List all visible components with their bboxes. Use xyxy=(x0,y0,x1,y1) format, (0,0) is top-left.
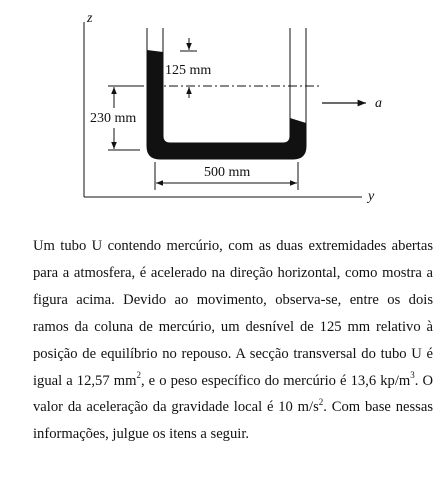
statement-part-1: Um tubo U contendo mercúrio, com as duas extremidades abertas para a atmosfera, é acelerado na direção horizontal, como mostra a figura acima. Devido ao movimento, observa-se, entre os dois ramos da coluna de mercúrio, um desnível de 125 mm relativo à posição de equilíbrio no repouso. A secção transversal do tubo U é igual a 12,57 mm xyxy=(33,238,433,389)
y-axis-label: y xyxy=(368,189,375,204)
problem-statement xyxy=(33,233,433,448)
u-tube-outer-wall xyxy=(147,28,306,159)
z-axis-label: z xyxy=(87,11,93,26)
width-dim-label: 500 mm xyxy=(204,165,251,180)
acceleration-label: a xyxy=(375,96,382,111)
superscript-1: 2 xyxy=(136,369,141,380)
height-dim-label: 230 mm xyxy=(90,111,137,126)
superscript-2: 3 xyxy=(410,369,415,380)
level-diff-label: 125 mm xyxy=(165,63,212,78)
statement-part-2: , e o peso específico do mercúrio é 13,6 kp/m xyxy=(140,372,411,389)
superscript-3: 2 xyxy=(318,396,324,407)
statement-part-4: . Com base nessas informações, julgue os itens a seguir. xyxy=(33,399,433,443)
statement-part-3: . O valor da aceleração da gravidade local é 10 m/s xyxy=(33,372,433,416)
u-tube-figure xyxy=(0,0,440,215)
